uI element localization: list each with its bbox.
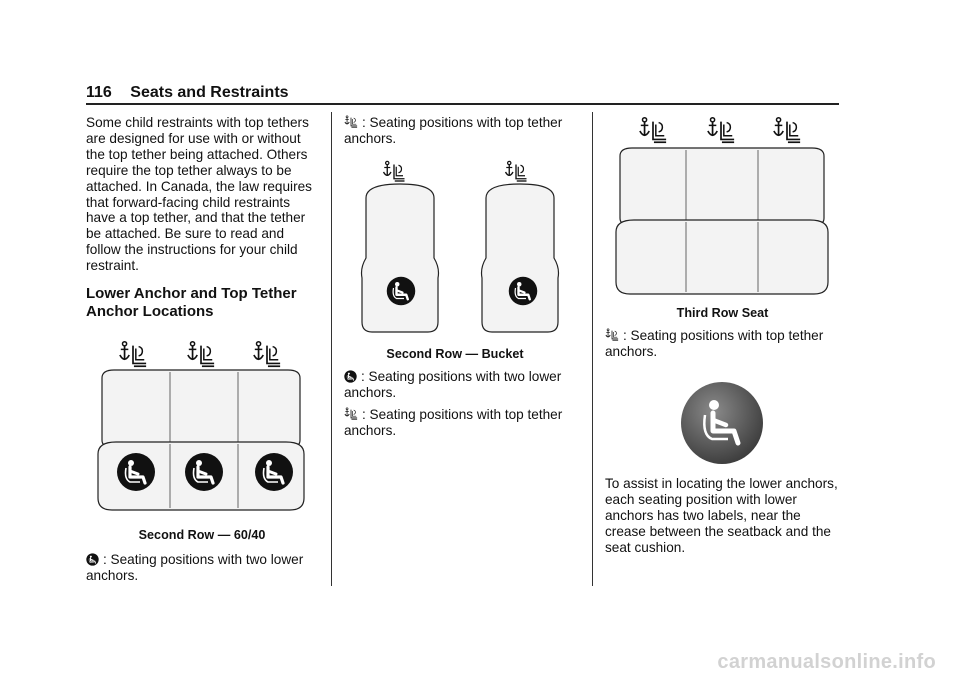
section-heading: Lower Anchor and Top Tether Anchor Locations: [86, 285, 297, 321]
column-3-body: [605, 476, 840, 556]
tether-anchor-icon: [640, 118, 666, 143]
watermark: carmanualsonline.info: [717, 651, 936, 673]
tether-anchor-icon: [605, 328, 619, 342]
header-rule: [86, 103, 839, 105]
tether-anchor-icon: [384, 161, 405, 181]
assist-paragraph: To assist in locating the lower anchors, each seating position with lower anchors has two labels, near the crease between the seatback and the seat cushion.: [605, 476, 838, 555]
tether-anchor-icon: [188, 342, 214, 367]
tether-anchor-icon: [344, 407, 358, 421]
legend-lower-anchors: : Seating positions with two lower anchors.: [86, 552, 304, 583]
tether-anchor-icon: [708, 118, 734, 143]
second-row-6040-figure: [94, 338, 308, 516]
lower-anchor-icon: [509, 277, 538, 306]
tether-anchor-icon: [774, 118, 800, 143]
legend-tether-anchors: : Seating positions with top tether anchors.: [344, 407, 563, 438]
column-1: [86, 115, 318, 321]
figure-caption: Third Row Seat: [676, 306, 769, 320]
intro-paragraph: Some child restraints with top tethers are designed for use with or without the top tether being attached. Others require the top tether always to be attached. In Canada, the law requires that forward-facing child restraints have a top tether, and that the tether be attached. Be sure to read and follow the instructions for your child restraint.: [86, 115, 312, 274]
tether-anchor-icon: [344, 115, 358, 129]
second-row-bucket-figure: [358, 158, 560, 336]
figure-caption: Second Row — Bucket: [386, 347, 524, 361]
column-divider-1: [331, 112, 332, 586]
legend-lower-anchors: : Seating positions with two lower anchors.: [344, 369, 562, 400]
tether-anchor-icon: [506, 161, 527, 181]
figure-caption: Second Row — 60/40: [138, 528, 266, 542]
lower-anchor-label-figure: [680, 381, 764, 465]
column-divider-2: [592, 112, 593, 586]
lower-anchor-icon: [255, 453, 293, 491]
lower-anchor-icon: [86, 553, 99, 566]
lower-anchor-icon: [185, 453, 223, 491]
tether-anchor-icon: [254, 342, 280, 367]
page-number: 116: [86, 84, 112, 101]
lower-anchor-icon: [117, 453, 155, 491]
lower-anchor-icon: [387, 277, 416, 306]
page-header: [86, 84, 289, 102]
lower-anchor-icon: [344, 370, 357, 383]
section-title: Seats and Restraints: [130, 84, 289, 101]
legend-tether-anchors: : Seating positions with top tether anchors.: [605, 328, 824, 359]
third-row-seat-figure: [612, 112, 834, 300]
tether-anchor-icon: [120, 342, 146, 367]
legend-tether-anchors-top: : Seating positions with top tether anchors.: [344, 115, 563, 146]
